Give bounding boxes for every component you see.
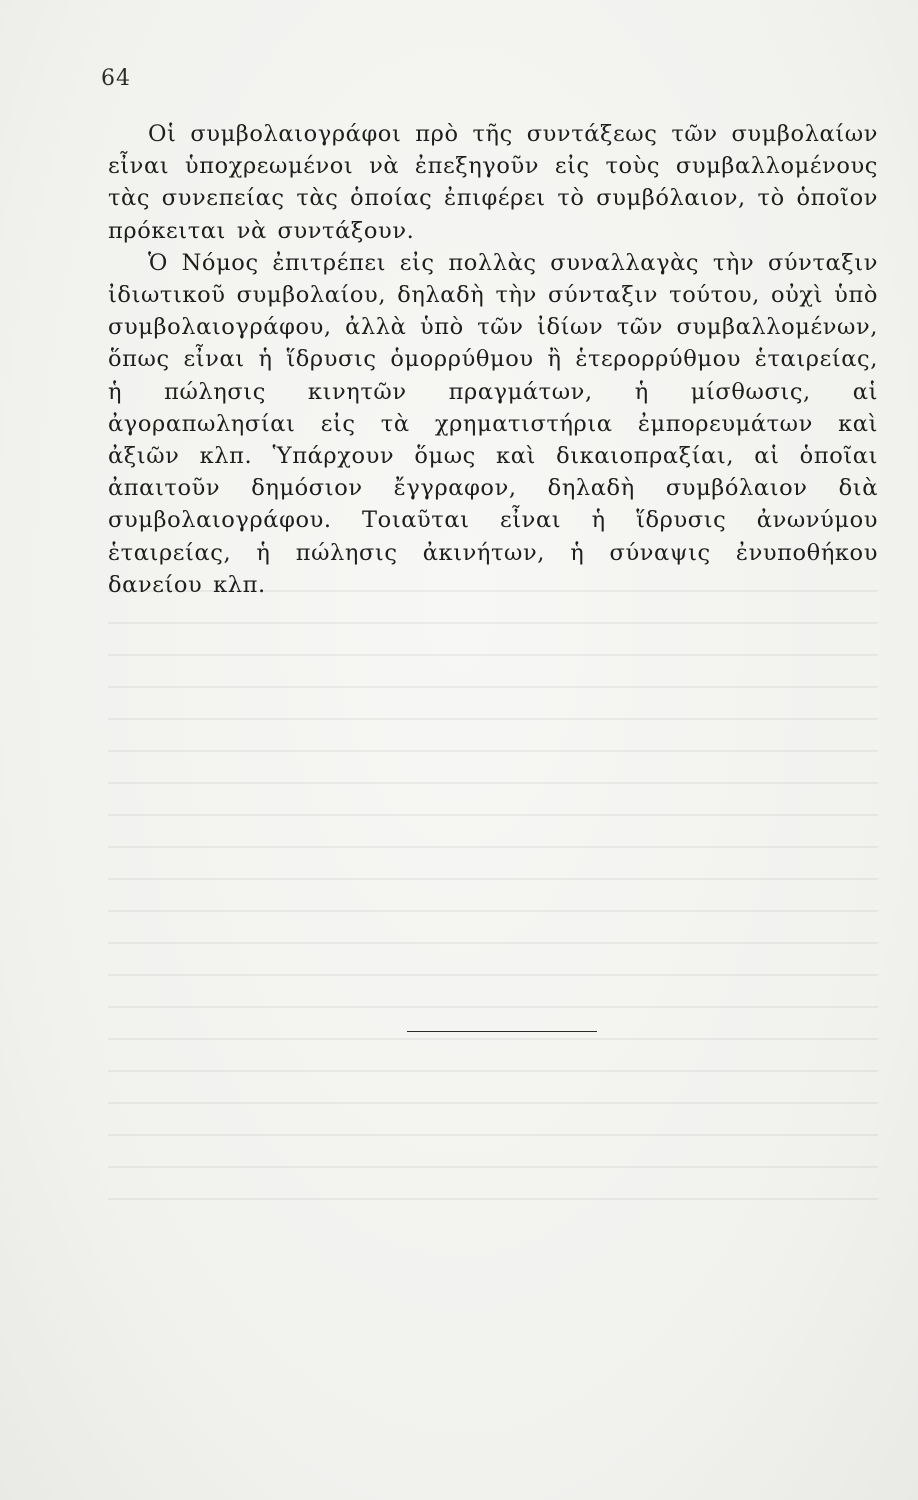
show-through-texture	[108, 590, 878, 1240]
page-number: 64	[101, 66, 131, 91]
paragraph-private-contracts: Ὁ Νόμος ἐπιτρέπει εἰς πολλὰς συναλλαγὰς τὴν σύνταξιν ἰδιωτικοῦ συμβολαίου, δηλαδὴ τὴν σύνταξιν τούτου, οὐχὶ ὑπὸ συμβολαιογράφου, ἀλλὰ ὑπὸ τῶν ἰδίων τῶν συμβαλλομένων, ὅπως εἶναι ἡ ἵδρυσις ὁμορρύθμου ἢ ἑτερορρύθμου ἑταιρείας, ἡ πώλησις κινητῶν πραγμάτων, ἡ μίσθωσις, αἱ ἀγοραπωλησίαι εἰς τὰ χρηματιστήρια ἐμπορευμάτων καὶ ἀξιῶν κλπ. Ὑπάρχουν ὅμως καὶ δικαιοπραξίαι, αἱ ὁποῖαι ἀπαιτοῦν δημόσιον ἔγγραφον, δηλαδὴ συμβόλαιον διὰ συμβολαιογράφου. Τοιαῦται εἶναι ἡ ἵδρυσις ἀνωνύμου ἑταιρείας, ἡ πώλησις ἀκινήτων, ἡ σύναψις ἐνυποθήκου δανείου κλπ.	[108, 249, 878, 598]
paragraph-notaries-duty: Οἱ συμβολαιογράφοι πρὸ τῆς συντάξεως τῶν συμβολαίων εἶναι ὑποχρεωμένοι νὰ ἐπεξηγοῦν εἰς τοὺς συμβαλλομένους τὰς συνεπείας τὰς ὁποίας ἐπιφέρει τὸ συμβόλαιον, τὸ ὁποῖον πρόκειται νὰ συντάξουν.	[108, 121, 878, 244]
body-text	[108, 118, 878, 601]
section-divider	[407, 1031, 597, 1032]
